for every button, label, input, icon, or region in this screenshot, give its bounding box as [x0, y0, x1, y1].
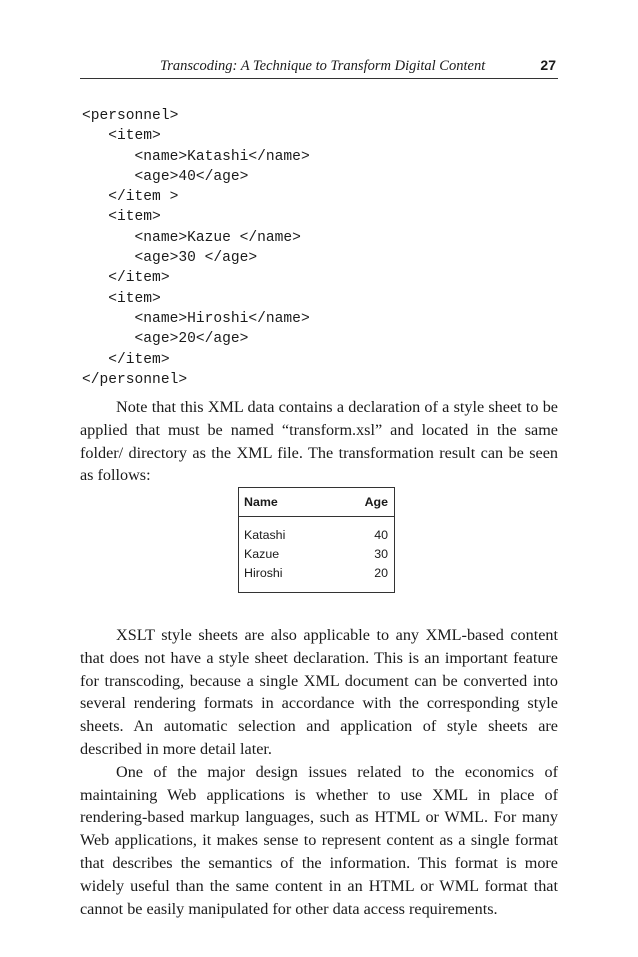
table-row [239, 517, 395, 545]
column-header-age: Age [332, 488, 395, 517]
cell-name: Kazue [244, 546, 280, 561]
code-line: <item> [82, 209, 161, 226]
code-line: </item > [82, 189, 179, 206]
xml-code-listing [82, 106, 310, 390]
code-line: <name>Katashi</name> [82, 148, 310, 165]
paragraph-xslt: XSLT style sheets are also applicable to any XML-based content that does not have a style sheet declaration. This is an important feature for transcoding, because a single XML document can be converted into several rendering formats in accordance with the corresponding style sheets. An automatic selection and application of style sheets are described in more detail later. [80, 626, 558, 758]
code-line: </item> [82, 270, 170, 287]
cell-name: Katashi [244, 527, 286, 542]
table-bottom-spacer [239, 582, 395, 593]
transformation-result-table [238, 487, 395, 593]
paragraph-note [80, 396, 558, 487]
table-row [239, 544, 395, 563]
running-header [80, 56, 558, 79]
code-line: <item> [82, 290, 161, 307]
cell-name: Hiroshi [244, 565, 283, 580]
code-line: <name>Kazue </name> [82, 229, 301, 246]
code-line: </item> [82, 351, 170, 368]
paragraph-design-issues: One of the major design issues related to the economics of maintaining Web applications is whether to use XML in place of rendering-based markup languages, such as HTML or WML. For many Web applications, it makes sense to represent content as a single format that describes the semantics of the information. This format is more widely useful than the same content in an HTML or WML format that cannot be easily manipulated for other data access requirements. [80, 762, 558, 918]
table-row [239, 563, 395, 582]
cell-age: 40 [374, 527, 388, 542]
table-header-row [239, 488, 395, 517]
body-text [80, 624, 558, 920]
code-line: </personnel> [82, 371, 188, 388]
code-line: <name>Hiroshi</name> [82, 310, 310, 327]
cell-age: 30 [374, 546, 388, 561]
running-title: Transcoding: A Technique to Transform Digital Content [160, 58, 486, 74]
cell-age: 20 [374, 565, 388, 580]
code-line: <item> [82, 128, 161, 145]
page-number: 27 [540, 57, 556, 73]
column-header-name: Name [239, 488, 332, 517]
code-line: <age>30 </age> [82, 250, 258, 267]
code-line: <age>40</age> [82, 168, 249, 185]
paragraph-text: Note that this XML data contains a declaration of a style sheet to be applied that must be named “transform.xsl” and located in the same folder/ directory as the XML file. The transformation result can be seen as follows: [80, 398, 558, 485]
code-line: <age>20</age> [82, 331, 249, 348]
code-line: <personnel> [82, 108, 179, 124]
